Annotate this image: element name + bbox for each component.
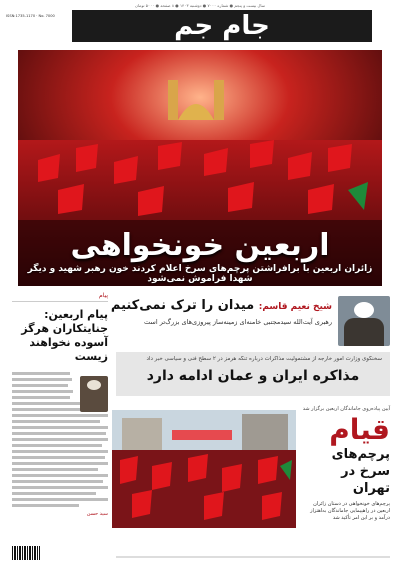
sidebar-body	[12, 372, 108, 507]
quote-subtitle: رهبری آیت‌الله سیدمجتبی خامنه‌ای زمینه‌ساز پیروزی‌های بزرگ‌تر است	[144, 318, 332, 326]
hero-headline: اربعین خونخواهی	[70, 228, 330, 263]
hero-story[interactable]	[18, 50, 382, 286]
sidebar-heading: پیام	[12, 292, 108, 302]
negotiation-kicker: سخنگوی وزارت امور خارجه از مشتمولیت مذاکرات درباره تنگه هرمز در ۲ سطح فنی و سیاسی خبر داد	[146, 356, 382, 362]
issn-text: ISSN:1735-1170 · No. 7000	[6, 14, 55, 18]
quote-title: میدان را ترک نمی‌کنیم	[110, 298, 255, 313]
qiyam-kicker: آیین پیاده‌روی جاماندگان اربعین برگزار شد	[302, 406, 390, 412]
barcode	[12, 546, 40, 560]
masthead	[0, 0, 400, 46]
newspaper-logo: جام جم	[72, 10, 372, 42]
sidebar-signature: سید حسن	[86, 511, 108, 517]
qiyam-story[interactable]	[300, 406, 390, 536]
qiyam-subheadline: پرچم‌های سرخ در تهران	[331, 447, 390, 496]
divider	[116, 556, 390, 558]
speaker-photo	[338, 296, 390, 346]
sidebar-column	[12, 292, 108, 560]
quote-headline	[110, 298, 332, 313]
quote-label: شیخ نعیم قاسم:	[258, 302, 332, 312]
qiyam-headline: قیام	[329, 413, 390, 446]
masthead-info-line: سال بیست و پنجم ● شماره ۷۰۰۰ ● دوشنبه ۱۴۰۳ ● ۸ صفحه ● ۵۰۰۰ تومان	[135, 3, 265, 8]
sidebar-title[interactable]: پیام اربعین: جنایتکاران هرگز آسوده نخواهند زیست	[21, 308, 108, 363]
quote-story[interactable]	[110, 292, 390, 348]
negotiation-headline: مذاکره ایران و عمان ادامه دارد	[146, 368, 360, 384]
author-portrait	[80, 376, 108, 412]
qiyam-body: پرچم‌های خونخواهی در دستان زائران اربعین در راهپیمایی جاماندگان به‌اهتزاز درآمد و بر این امر تأکید شد	[310, 501, 390, 521]
negotiation-story[interactable]	[116, 352, 390, 396]
qiyam-photo[interactable]	[112, 410, 296, 528]
hero-subheadline: زائران اربعین با برافراشتن پرچم‌های سرخ اعلام کردند خون رهبر شهید و دیگر شهدا فراموش نمی‌شود	[27, 264, 373, 284]
